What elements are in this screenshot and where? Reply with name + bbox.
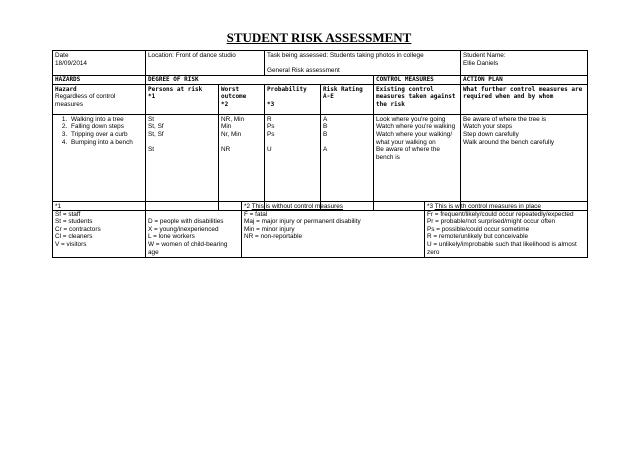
persons-key-item: L = lone workers bbox=[148, 233, 195, 241]
probability-key-item: Ps = possible/could occur sometime bbox=[427, 225, 530, 233]
persons-subheader bbox=[146, 84, 219, 114]
existing-item: Watch where your walking/ what your walking on bbox=[376, 130, 453, 146]
further-item: Be aware of where the tree is bbox=[463, 115, 547, 123]
persons-key-item: X = young/inexperienced bbox=[148, 225, 219, 233]
existing-item: Watch where you're walking bbox=[376, 123, 456, 131]
sub-header-row bbox=[53, 84, 588, 114]
location-cell bbox=[146, 51, 265, 76]
legend-table bbox=[52, 201, 588, 258]
worst-ref: *2 bbox=[221, 100, 229, 108]
rating-label: Risk Rating bbox=[323, 85, 363, 93]
persons-key-item: W = women of child-bearing age bbox=[148, 240, 228, 256]
persons-key-title: *1 bbox=[55, 203, 62, 210]
existing-item: Look where you're going bbox=[376, 115, 446, 123]
persons-key-cell bbox=[53, 202, 146, 258]
probability-ref: *3 bbox=[267, 101, 275, 109]
worst-label: Worst outcome bbox=[221, 85, 247, 101]
worst-values: NR, Min Min Nr, Min NR bbox=[219, 114, 265, 210]
probability-key-item: R = remote/unlikely but conceivable bbox=[427, 233, 529, 241]
hazard-sublabel: Regardless of control measures bbox=[55, 93, 116, 108]
hazard-item: 1. Walking into a tree bbox=[69, 116, 143, 124]
outcome-key-item: Maj = major injury or permanent disability bbox=[244, 218, 361, 226]
persons-key-item: Sf = staff bbox=[55, 210, 81, 218]
task-cell bbox=[265, 51, 461, 76]
risk-assessment-table bbox=[52, 50, 588, 211]
persons-ref: *1 bbox=[148, 93, 156, 101]
info-row bbox=[53, 51, 588, 76]
probability-values: R Ps Ps U bbox=[265, 114, 321, 210]
hazard-subheader bbox=[53, 84, 146, 114]
outcome-key-item: F = fatal bbox=[244, 210, 268, 218]
outcome-key-cell bbox=[242, 202, 425, 258]
section-header-row bbox=[53, 76, 588, 85]
further-item: Walk around the bench carefully bbox=[463, 138, 555, 146]
hazard-data-row bbox=[53, 114, 588, 210]
task-text: Task being assessed: Students taking photos in college bbox=[267, 52, 424, 59]
hazard-item: 4. Bumping into a bench bbox=[69, 139, 143, 147]
hazard-item: 3. Tripping over a curb bbox=[69, 131, 143, 139]
hazards-header: HAZARDS bbox=[53, 76, 146, 85]
outcome-key-title bbox=[244, 203, 422, 211]
probability-key-item: Fr = frequent/likely/could occur repeatedly/expected bbox=[427, 210, 574, 218]
action-header: ACTION PLAN bbox=[461, 76, 588, 85]
legend-row bbox=[53, 202, 588, 258]
further-measures-cell bbox=[461, 114, 588, 210]
probability-label: Probability bbox=[267, 85, 307, 93]
location-text: Location: Front of dance studio bbox=[148, 52, 236, 59]
persons-key-cell-2 bbox=[146, 202, 242, 258]
further-subheader: What further control measures are required when and by whom bbox=[461, 84, 588, 114]
probability-key-heading: This is with control measures in place bbox=[434, 203, 541, 210]
existing-item: Be aware of where the bench is bbox=[376, 146, 440, 161]
existing-measures-cell bbox=[374, 114, 461, 210]
outcome-key-ref: *2 bbox=[244, 203, 251, 210]
persons-key-item: Cr = contractors bbox=[55, 225, 101, 233]
rating-values: A B B A bbox=[321, 114, 374, 210]
probability-key-title bbox=[427, 203, 585, 211]
control-header: CONTROL MEASURES bbox=[374, 76, 461, 85]
further-item: Step down carefully bbox=[463, 130, 519, 138]
probability-key-ref: *3 bbox=[427, 203, 434, 210]
date-label: Date bbox=[55, 52, 69, 59]
degree-header: DEGREE OF RISK bbox=[146, 76, 374, 85]
existing-subheader: Existing control measures taken against the risk bbox=[374, 84, 461, 114]
hazard-list bbox=[55, 116, 143, 146]
student-label: Student Name: bbox=[463, 52, 506, 59]
probability-key-cell bbox=[425, 202, 588, 258]
rating-subheader bbox=[321, 84, 374, 114]
persons-key-item: St = students bbox=[55, 218, 93, 226]
probability-key-item: U = unlikely/improbable such that likelihood is almost zero bbox=[427, 240, 577, 256]
student-name: Ellie Daniels bbox=[463, 59, 499, 67]
outcome-key-item: Min = minor injury bbox=[244, 225, 295, 233]
persons-values: St St, Sf St, Sf St bbox=[146, 114, 219, 210]
probability-subheader bbox=[265, 84, 321, 114]
general-risk-text: General Risk assessment bbox=[267, 66, 340, 74]
outcome-key-heading: This is without control measures bbox=[251, 203, 343, 210]
probability-key-item: Pr = probable/not surprised/might occur often bbox=[427, 218, 556, 226]
worst-subheader bbox=[219, 84, 265, 114]
persons-key-item: D = people with disabilities bbox=[148, 218, 224, 226]
persons-label: Persons at risk bbox=[148, 85, 203, 93]
outcome-key-item: NR = non-reportable bbox=[244, 233, 303, 241]
persons-key-item: Cl = cleaners bbox=[55, 233, 93, 241]
further-item: Watch your steps bbox=[463, 123, 513, 131]
persons-key-item: V = visitors bbox=[55, 240, 87, 248]
date-cell bbox=[53, 51, 146, 76]
hazard-item: 2. Falling down steps bbox=[69, 123, 143, 131]
student-cell bbox=[461, 51, 588, 76]
page-title: STUDENT RISK ASSESSMENT bbox=[226, 30, 412, 45]
hazard-label: Hazard bbox=[55, 85, 77, 93]
date-value: 18/09/2014 bbox=[55, 59, 87, 67]
rating-sublabel: A-E bbox=[323, 93, 334, 101]
hazard-list-cell bbox=[53, 114, 146, 210]
